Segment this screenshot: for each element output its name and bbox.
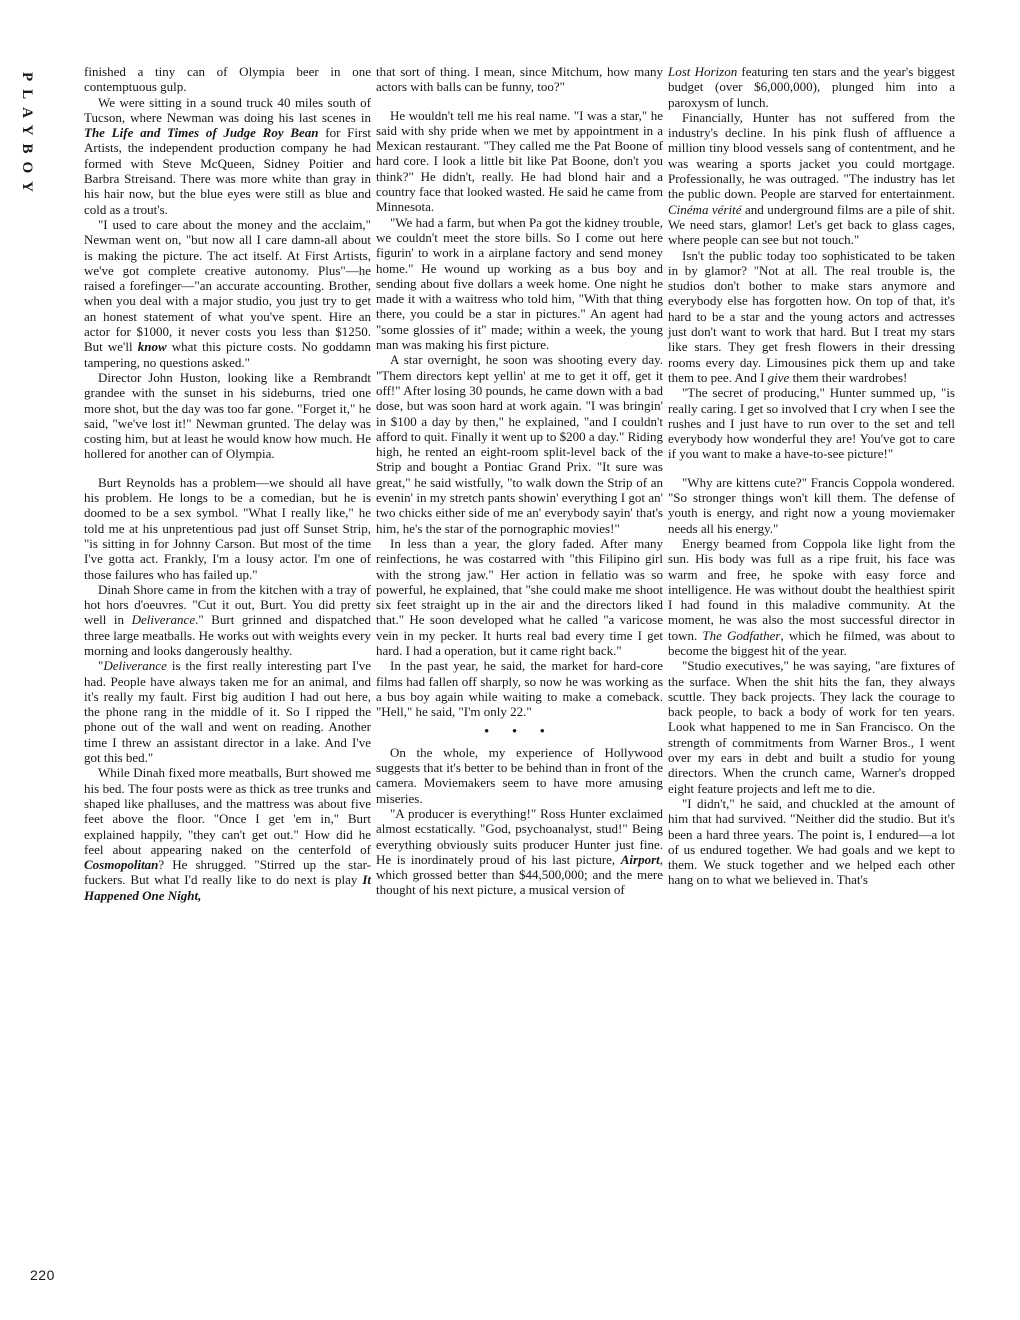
section-break: • • • <box>484 723 555 739</box>
paragraph-text: A star overnight, he soon was shooting every day. "Them directors kept yellin' at me to get it off, get it off!" After losing 30 pounds, he came down with a bad dose, but was soon hard at work again. "I was bringin' in $100 a day by then," he explained, "and I couldn't afford to quit. Finally it went up to $200 a day." Riding high, he rented an eight-room split-level back of the Strip and bought a Pontiac Grand Prix. "It sure was great," he said wistfully, "to walk down the Strip of an evenin' in my stretch pants showin' everything I got an' two chicks either side of me an' everybody sayin' that's him, he's the star of the pornographic movies!" <box>376 352 663 536</box>
paragraph-text: , which grossed better than $44,500,000; and the mere thought of his next picture, a musical version of <box>376 851 663 898</box>
paragraph <box>668 110 955 248</box>
paragraph-text: " <box>98 658 104 674</box>
paragraph-text: "I didn't," he said, and chuckled at the amount of him that had survived. "Neither did the studio. But it's been a hard three years. The point is, I endured—a lot of us endured together. We had goals and we kept to them. We stuck together and we helped each other hang on to what we believed in. That's <box>668 795 955 888</box>
paragraph-text: is the first really interesting part I've had. People have always taken me for an animal, and it's really my fault. First big audition I had out here, the phone rang in the middle of it. So I ripped the phone out of the wall and went on reading. Another time I threw an assistant director in a lake. And I've got this bed." <box>84 658 371 766</box>
film-title: It Happened One Night, <box>84 872 371 903</box>
paragraph-text: finished a tiny can of Olympia beer in one contemptuous gulp. <box>84 64 371 95</box>
film-title: The Godfather <box>702 627 781 643</box>
paragraph-text: In less than a year, the glory faded. After many reinfections, he was costarred with "this Filipino girl with the strong jaw." Her action in fellatio was so powerful, he explained, that "she could make me shoot six feet straight up in the air and the directors liked that." He soon developed what he called "a varicose vein in my pecker. It hurts real bad every time I get hard. I had a operation, but it came right back." <box>376 535 663 658</box>
paragraph <box>376 745 663 806</box>
paragraph-text: "Studio executives," he was saying, "are fixtures of the surface. When the shit hits the fan, they always scuttle. They back projects. They lack the courage to back people, to back a body of work for ten years. Look what happened to me in San Francisco. On the strength of commitments from Warner Bros., I went over my ears in debt and built a studio for young directors. When the crunch came, Warner's dropped eight feature projects and left me to die. <box>668 658 955 796</box>
paragraph-text: Director John Huston, looking like a Rembrandt grandee with the sunset in his sideburns, tried one more shot, but the day was too far gone. "Forget it," he said, "we've lost it!" Newman grunted. The delay was costing him, but at least he would know how much. He hollered for another can of Olympia. <box>84 369 371 462</box>
paragraph <box>376 536 663 658</box>
paragraph <box>376 352 663 536</box>
paragraph-text: Energy beamed from Coppola like light from the sun. His body was full as a ripe fruit, his face was warm and free, he spoke with easy force and intelligence. He was without doubt the healthiest spirit I had found in this maladive community. At the moment, he was also the most successful director in town. <box>668 535 955 643</box>
paragraph <box>84 658 371 765</box>
article-column-2 <box>376 64 663 898</box>
paragraph-text: We were sitting in a sound truck 40 miles south of Tucson, where Newman was doing his last scenes in <box>84 94 371 125</box>
paragraph <box>84 370 371 462</box>
masthead <box>18 72 46 272</box>
film-title: Deliverance <box>103 658 167 674</box>
paragraph-text: "The secret of producing," Hunter summed up, "is really caring. I get so involved that I cry when I see the rushes and I just have to run over to the set and tell everybody how wonderful they are! You've got to care if you want to make a have-to-see picture!" <box>668 385 955 462</box>
paragraph <box>84 95 371 217</box>
paragraph <box>84 582 371 658</box>
paragraph-text: Dinah Shore came in from the kitchen with a tray of hot hors d'oeuvres. "Cut it out, Burt. You did pretty well in <box>84 581 371 628</box>
paragraph <box>84 765 371 903</box>
page-number: 220 <box>30 1267 55 1283</box>
paragraph <box>376 64 663 95</box>
paragraph-text: ? He shrugged. "Stirred up the star-fuckers. But what I'd really like to do next is play <box>84 857 371 888</box>
film-genre: Cinéma vérité <box>668 201 742 217</box>
paragraph-text: Financially, Hunter has not suffered from the industry's decline. In his pink flush of affluence a million tiny blood vessels sang of contentment, and he was wearing a sports jacket you could mortgage. Professionally, he was outraged. "The industry has let the public down. People are starved for entertainment. <box>668 109 955 202</box>
paragraph-text: and underground films are a pile of shit. We need stars, glamor! Let's get back to glass cages, where people can see but not touch." <box>668 201 955 248</box>
article-column-1 <box>84 64 371 903</box>
paragraph-text: Isn't the public today too sophisticated to be taken in by glamor? "Not at all. The real trouble is, the studios don't bother to make stars anymore and everybody else has forgotten how. On top of that, it's hard to be a star and the young actors and actresses just don't want to work that hard. But I treat my stars like stars. They get fresh flowers in their dressing rooms every day. Limousines pick them up and take them to pee. And I <box>668 247 955 385</box>
emphasis: give <box>767 369 790 385</box>
paragraph-text: Burt Reynolds has a problem—we should all have his problem. He longs to be a comedian, but he is doomed to be a sex symbol. "What I really like," he told me at his unpretentious pad just off Sunset Strip, "is sitting in for Johnny Carson. But most of the time I've gotta act. Frankly, I'm a lousy actor. I'm one of those failures who has failed up." <box>84 474 371 582</box>
paragraph <box>668 475 955 536</box>
film-title: Deliverance <box>131 612 196 628</box>
emphasis: know <box>137 339 167 355</box>
paragraph <box>376 658 663 719</box>
paragraph-text: "We had a farm, but when Pa got the kidney trouble, we couldn't meet the store bills. So I come out here figurin' to work in a airplane factory and send money home." He wound up working as a bus boy and sending about five dollars a week home. One night he made it with a waitress who told him, "With that thing there, you could be a star in pictures." An agent had "some glossies of it" made; within a week, the young man was making his first picture. <box>376 214 663 353</box>
paragraph <box>84 217 371 370</box>
paragraph-text: for First Artists, the independent production company he had formed with Steve McQueen, Sidney Poitier and Barbra Streisand. There was more white than gray in his hair now, but the blue eyes were still as blue and cold as a trout's. <box>84 125 372 217</box>
film-title: Airport <box>620 851 660 867</box>
paragraph-text: "Why are kittens cute?" Francis Coppola wondered. "So stronger things won't kill them. The defense of youth is energy, and right now a young moviemaker needs all his energy." <box>668 474 955 536</box>
paragraph-text: what this picture costs. No goddamn tampering, no questions asked." <box>84 339 371 370</box>
paragraph <box>84 475 371 582</box>
paragraph-text: While Dinah fixed more meatballs, Burt showed me his bed. The four posts were as thick as tree trunks and shaped like phalluses, and the mattress was about five feet above the floor. "Once I get 'em in," Burt explained happily, "they can't get out." How did he feel about appearing naked on the centerfold of <box>84 765 371 857</box>
paragraph-text: them their wardrobes! <box>789 369 908 385</box>
paragraph <box>668 385 955 461</box>
paragraph <box>668 658 955 796</box>
paragraph <box>668 248 955 386</box>
paragraph-text: He wouldn't tell me his real name. "I was a star," he said with shy pride when we met by appointment in a Mexican restaurant. "They called me the Pat Boone of hard core. I look a little bit like Pat Boone, don't you think?" He didn't, really. He had blond hair and a country face that looked wasted. He said he came from Minnesota. <box>376 107 663 215</box>
paragraph <box>376 215 663 353</box>
magazine-title: Cosmopolitan <box>84 857 159 873</box>
paragraph-text: "I used to care about the money and the acclaim," Newman went on, "but now all I care damn-all about is making the picture. The act itself. At First Artists, we've got complete creative autonomy. Plus"—he raised a forefinger—"an accurate accounting. Brother, when you deal with a major studio, you just try to get an honest statement of what you've spent. Hire an actor for $1000, it never costs you less than $1250. But we'll <box>84 216 371 355</box>
paragraph <box>668 536 955 658</box>
paragraph-text: On the whole, my experience of Hollywood suggests that it's better to be behind than in front of the camera. Moviemakers seem to have more amusing miseries. <box>376 744 663 806</box>
film-title: The Life and Times of Judge Roy Bean <box>84 125 319 141</box>
masthead-logo: PLAYBOY <box>19 72 35 200</box>
paragraph <box>668 796 955 888</box>
film-title: Lost Horizon <box>668 64 738 79</box>
paragraph <box>376 806 663 898</box>
article-column-3 <box>668 64 955 888</box>
paragraph <box>376 108 663 215</box>
paragraph-text: that sort of thing. I mean, since Mitchum, how many actors with balls can be funny, too?" <box>376 64 663 95</box>
paragraph-text: ." Burt grinned and dispatched three large meatballs. He works out with weights every morning and looks dangerously healthy. <box>84 612 371 658</box>
paragraph-text: , which he filmed, was about to become the biggest hit of the year. <box>668 627 956 658</box>
paragraph-text: "A producer is everything!" Ross Hunter exclaimed almost ecstatically. "God, psychoanalyst, stud!" Being everything obviously suits producer Hunter just fine. He is inordinately proud of his last picture, <box>376 805 663 867</box>
paragraph <box>84 64 371 95</box>
paragraph-text: featuring ten stars and the year's biggest budget (over $6,000,000), plunged him into a paroxysm of lunch. <box>668 64 956 110</box>
paragraph <box>668 64 955 110</box>
paragraph-text: In the past year, he said, the market for hard-core films had fallen off sharply, so now he was working as a bus boy again while waiting to make a comeback. "Hell," he said, "I'm only 22." <box>376 658 663 720</box>
